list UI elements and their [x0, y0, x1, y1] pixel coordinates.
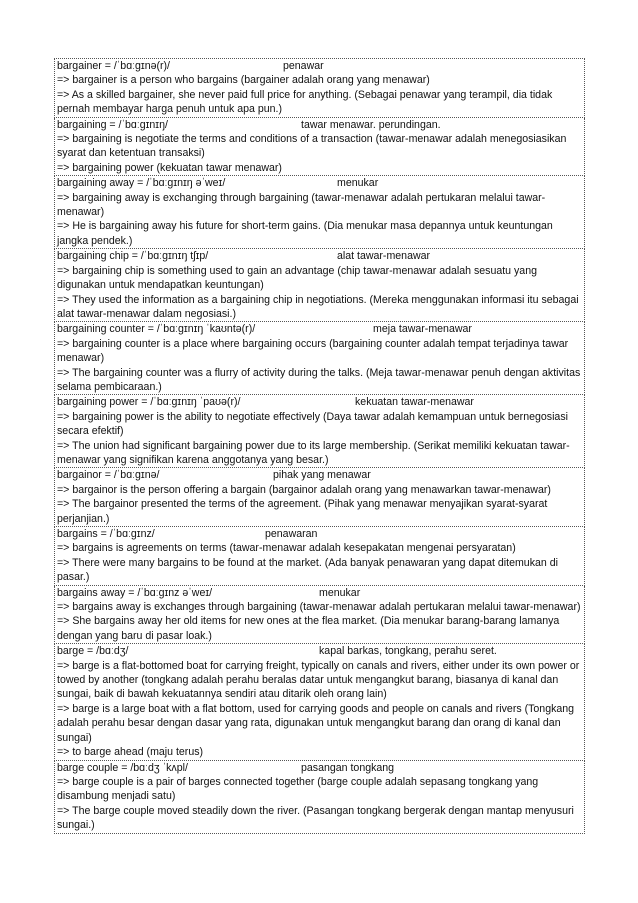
- entry-line: => to barge ahead (maju terus): [57, 746, 204, 759]
- entry-line: => bargaining power is the ability to negotiate effectively (Daya tawar adalah kemampuan untuk bernegosiasi secara efektif): [57, 410, 568, 438]
- entry-translation: meja tawar-menawar: [373, 323, 472, 336]
- entry-line: => The bargainor presented the terms of the agreement. (Pihak yang menawar menyajikan syarat-syarat perjanjian.): [57, 498, 548, 525]
- glossary-document: [54, 58, 585, 834]
- entry-line: => As a skilled bargainer, she never paid full price for anything. (Sebagai penawar yang terampil, dia tidak pernah membayar harga penuh untuk apa pun.): [57, 88, 553, 116]
- entry-translation: kapal barkas, tongkang, perahu seret.: [319, 645, 497, 658]
- entry-term: barge = /bɑːdʒ/: [57, 645, 129, 658]
- glossary-entry: [54, 468, 585, 527]
- entry-translation: pihak yang menawar: [273, 469, 371, 482]
- entry-line: => The barge couple moved steadily down the river. (Pasangan tongkang bergerak dengan mantap menyusuri sungai.): [57, 804, 574, 832]
- glossary-entry: [54, 58, 585, 118]
- entry-heading: [57, 249, 583, 263]
- entry-line: => The bargaining counter was a flurry of activity during the talks. (Meja tawar-menawar penuh dengan aktivitas selama pembicaraan.): [57, 366, 581, 393]
- entry-line: => They used the information as a bargaining chip in negotiations. (Mereka menggunakan informasi itu sebagai alat tawar-menawar dalam negosiasi.): [57, 293, 579, 320]
- entry-translation: alat tawar-menawar: [337, 250, 431, 263]
- entry-term: bargaining away = /ˈbɑːɡɪnɪŋ əˈweɪ/: [57, 177, 226, 190]
- glossary-entry: [54, 176, 585, 249]
- entry-heading: [57, 644, 583, 658]
- glossary-entry: [54, 586, 585, 645]
- entry-line: => bargainor is the person offering a bargain (bargainor adalah orang yang menawarkan tawar-menawar): [57, 483, 551, 496]
- entry-line: => The union had significant bargaining power due to its large membership. (Serikat memiliki kekuatan tawar-menawar yang signifikan karena anggotanya yang besar.): [57, 439, 570, 466]
- entry-translation: menukar: [319, 586, 361, 599]
- entry-term: bargaining chip = /ˈbɑːɡɪnɪŋ tʃɪp/: [57, 250, 209, 263]
- glossary-entry: [54, 249, 585, 322]
- entry-line: => bargains is agreements on terms (tawar-menawar adalah kesepakatan mengenai persyaratan): [57, 542, 516, 555]
- entry-translation: kekuatan tawar-menawar: [355, 396, 474, 409]
- entry-line: => bargaining power (kekuatan tawar menawar): [57, 161, 282, 174]
- entry-term: barge couple = /bɑːdʒ ˈkʌpl/: [57, 761, 188, 774]
- glossary-entry: [54, 527, 585, 586]
- entry-term: bargaining = /ˈbɑːɡɪnɪŋ/: [57, 118, 168, 131]
- entry-line: => She bargains away her old items for new ones at the flea market. (Dia menukar barang-barang lamanya dengan yang baru di pasar loak.): [57, 615, 560, 642]
- entry-heading: [57, 118, 583, 132]
- entry-translation: pasangan tongkang: [301, 761, 395, 774]
- entry-term: bargaining power = /ˈbɑːɡɪnɪŋ ˈpaʊə(r)/: [57, 396, 241, 409]
- entry-line: => bargains away is exchanges through bargaining (tawar-menawar adalah pertukaran melalui tawar-menawar): [57, 601, 581, 614]
- entry-heading: [57, 527, 583, 541]
- entry-line: => bargaining is negotiate the terms and conditions of a transaction (tawar-menawar adalah menegosiasikan syarat dan ketentuan transaksi): [57, 133, 567, 160]
- entry-line: => barge is a flat-bottomed boat for carrying freight, typically on canals and rivers, either under its own power or towed by another (tongkang adalah perahu beralas datar untuk mengangkut barang, biasanya di kanal dan sungai, baik di bawah kekuatannya sendiri atau ditarik oleh orang lain): [57, 659, 580, 701]
- glossary-entry: [54, 395, 585, 468]
- entry-heading: [57, 395, 583, 409]
- entry-line: => bargainer is a person who bargains (bargainer adalah orang yang menawar): [57, 74, 430, 87]
- entry-heading: [57, 176, 583, 190]
- entry-line: => barge is a large boat with a flat bottom, used for carrying goods and people on canals and rivers (Tongkang adalah perahu besar dengan dasar yang rata, digunakan untuk mengangkut barang dan orang di kanal dan sungai): [57, 702, 575, 744]
- entry-heading: [57, 761, 583, 775]
- entry-line: => bargaining away is exchanging through bargaining (tawar-menawar adalah pertukaran melalui tawar-menawar): [57, 191, 546, 219]
- entry-line: => There were many bargains to be found at the market. (Ada banyak penawaran yang dapat ditemukan di pasar.): [57, 556, 558, 584]
- glossary-entry: [54, 644, 585, 760]
- entry-heading: [57, 586, 583, 600]
- entry-heading: [57, 468, 583, 482]
- entry-heading: [57, 322, 583, 336]
- entry-term: bargainer = /ˈbɑːɡɪnə(r)/: [57, 60, 171, 72]
- entry-term: bargainor = /ˈbɑːɡɪnə/: [57, 469, 160, 482]
- entry-translation: penawar: [283, 60, 324, 72]
- entry-line: => bargaining counter is a place where bargaining occurs (bargaining counter adalah tempat terjadinya tawar menawar): [57, 337, 569, 365]
- glossary-entry: [54, 761, 585, 834]
- entry-line: => He is bargaining away his future for short-term gains. (Dia menukar masa depannya untuk keuntungan jangka pendek.): [57, 220, 553, 247]
- entry-translation: tawar menawar. perundingan.: [301, 118, 441, 131]
- glossary-entry: [54, 118, 585, 177]
- entry-term: bargains away = /ˈbɑːɡɪnz əˈweɪ/: [57, 586, 213, 599]
- entry-translation: penawaran: [265, 528, 318, 540]
- entry-translation: menukar: [337, 177, 379, 190]
- entry-line: => bargaining chip is something used to gain an advantage (chip tawar-menawar adalah sesuatu yang digunakan untuk mendapatkan keuntungan): [57, 264, 537, 292]
- glossary-entry: [54, 322, 585, 395]
- entry-line: => barge couple is a pair of barges connected together (barge couple adalah sepasang tongkang yang disambung menjadi satu): [57, 775, 539, 803]
- entry-term: bargains = /ˈbɑːɡɪnz/: [57, 528, 155, 540]
- entry-term: bargaining counter = /ˈbɑːɡɪnɪŋ ˈkaʊntə(r)/: [57, 323, 256, 336]
- entry-heading: [57, 59, 583, 73]
